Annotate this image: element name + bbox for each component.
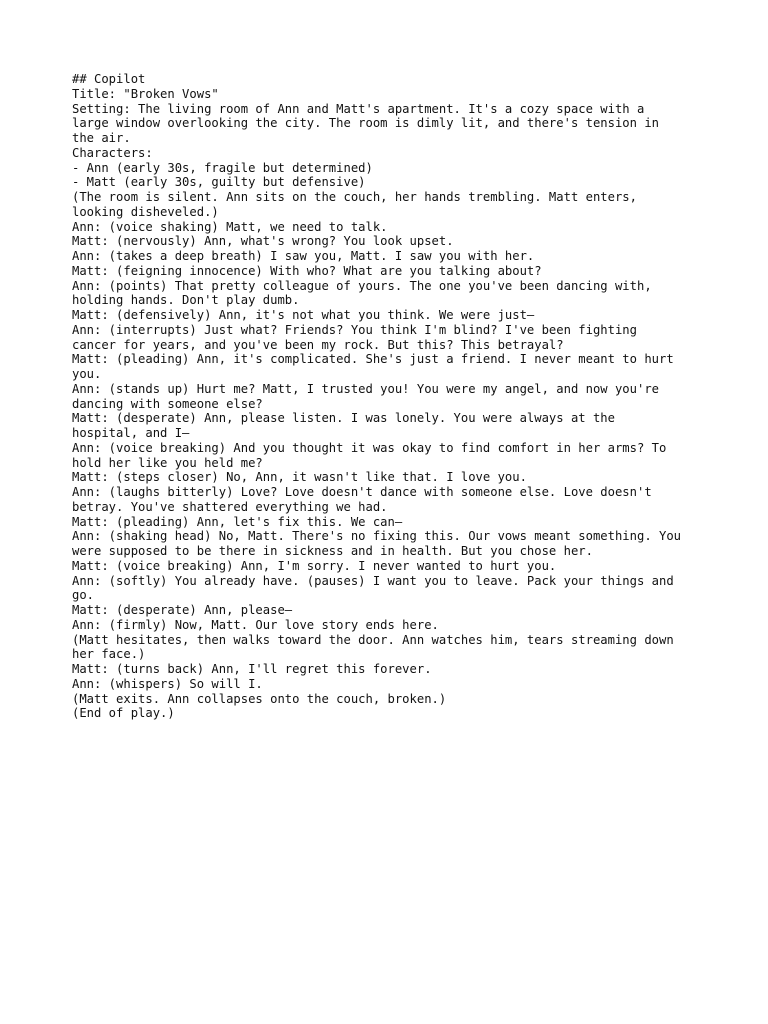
document-line: Ann: (voice shaking) Matt, we need to talk.	[72, 219, 388, 234]
document-line: Ann: (whispers) So will I.	[72, 676, 263, 691]
document-line: Matt: (steps closer) No, Ann, it wasn't like that. I love you.	[72, 470, 527, 485]
document-line: Ann: (shaking head) No, Matt. There's no fixing this. Our vows meant something. You	[72, 529, 682, 544]
document-line: were supposed to be there in sickness and in health. But you chose her.	[72, 544, 593, 558]
document-line: holding hands. Don't play dumb.	[72, 293, 300, 308]
document-body	[72, 72, 702, 721]
document-line: Ann: (laughs bitterly) Love? Love doesn't dance with someone else. Love doesn't	[72, 485, 652, 499]
document-line: the air.	[72, 131, 131, 145]
document-line: Matt: (feigning innocence) With who? What are you talking about?	[72, 263, 542, 278]
document-line: Ann: (points) That pretty colleague of yours. The one you've been dancing with,	[72, 278, 652, 293]
document-line: (Matt hesitates, then walks toward the door. Ann watches him, tears streaming down	[72, 632, 674, 647]
document-line: looking disheveled.)	[72, 204, 219, 219]
document-line: (End of play.)	[72, 706, 175, 721]
document-line: Ann: (voice breaking) And you thought it was okay to find comfort in her arms? To	[72, 440, 667, 455]
document-line: Ann: (takes a deep breath) I saw you, Matt. I saw you with her.	[72, 249, 535, 263]
document-line: Matt: (desperate) Ann, please listen. I was lonely. You were always at the	[72, 411, 615, 426]
document-line: cancer for years, and you've been my rock. But this? This betrayal?	[72, 337, 564, 352]
document-line: ## Copilot	[72, 72, 146, 86]
document-line: - Matt (early 30s, guilty but defensive)	[72, 175, 366, 190]
document-line: you.	[72, 367, 102, 381]
document-line: Ann: (interrupts) Just what? Friends? You think I'm blind? I've been fighting	[72, 322, 637, 337]
document-line: her face.)	[72, 647, 146, 662]
document-line: Characters:	[72, 145, 153, 160]
document-line: Matt: (desperate) Ann, please—	[72, 603, 293, 617]
document-line: Title: "Broken Vows"	[72, 86, 219, 101]
document-line: Setting: The living room of Ann and Matt's apartment. It's a cozy space with a	[72, 101, 645, 116]
document-line: Matt: (pleading) Ann, it's complicated. She's just a friend. I never meant to hurt	[72, 352, 674, 367]
document-line: Ann: (softly) You already have. (pauses) I want you to leave. Pack your things and	[72, 573, 674, 588]
document-line: - Ann (early 30s, fragile but determined)	[72, 160, 373, 175]
document-line: hold her like you held me?	[72, 455, 263, 470]
document-line: large window overlooking the city. The room is dimly lit, and there's tension in	[72, 116, 659, 131]
document-line: Matt: (nervously) Ann, what's wrong? You look upset.	[72, 234, 454, 249]
document-line: go.	[72, 588, 95, 603]
document-line: Matt: (turns back) Ann, I'll regret this forever.	[72, 662, 432, 676]
document-line: hospital, and I—	[72, 426, 190, 440]
document-line: (The room is silent. Ann sits on the couch, her hands trembling. Matt enters,	[72, 190, 637, 204]
document-line: Ann: (stands up) Hurt me? Matt, I trusted you! You were my angel, and now you're	[72, 381, 659, 396]
document-line: dancing with someone else?	[72, 396, 263, 411]
document-line: Matt: (defensively) Ann, it's not what you think. We were just—	[72, 308, 535, 322]
document-line: Matt: (pleading) Ann, let's fix this. We can—	[72, 514, 403, 529]
document-line: betray. You've shattered everything we had.	[72, 499, 388, 514]
document-line: Ann: (firmly) Now, Matt. Our love story ends here.	[72, 617, 439, 632]
document-line: Matt: (voice breaking) Ann, I'm sorry. I never wanted to hurt you.	[72, 558, 557, 573]
document-line: (Matt exits. Ann collapses onto the couch, broken.)	[72, 691, 447, 706]
